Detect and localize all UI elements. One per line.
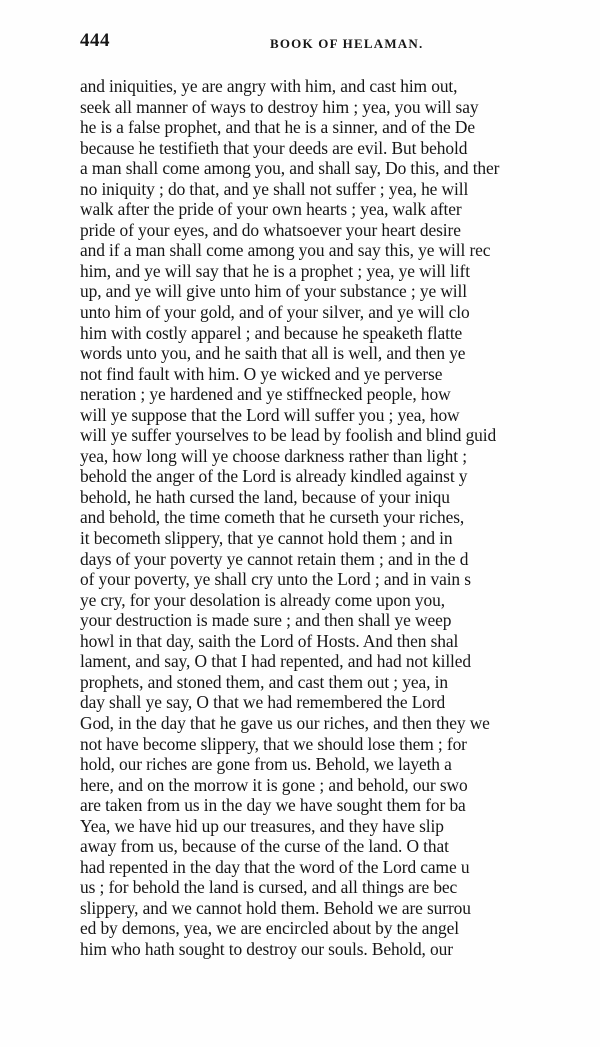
text-line: slippery, and we cannot hold them. Behold we are surrou — [80, 897, 471, 918]
text-line: of your poverty, ye shall cry unto the Lord ; and in vain s — [80, 569, 471, 590]
text-line: not have become slippery, that we should lose them ; for — [80, 733, 467, 754]
text-line: him with costly apparel ; and because he speaketh flatte — [80, 322, 463, 343]
text-line: ed by demons, yea, we are encircled about by the angel — [80, 918, 459, 939]
text-line: unto him of your gold, and of your silver, and ye will clo — [80, 302, 470, 323]
text-line: God, in the day that he gave us our riches, and then they we — [80, 712, 490, 733]
body-text — [80, 76, 600, 960]
text-line: up, and ye will give unto him of your substance ; ye will — [80, 281, 467, 302]
text-line: and iniquities, ye are angry with him, and cast him out, — [80, 76, 458, 96]
text-line: your destruction is made sure ; and then shall ye weep — [80, 610, 452, 631]
text-line: Yea, we have hid up our treasures, and they have slip — [80, 815, 444, 836]
text-line: a man shall come among you, and shall say, Do this, and ther — [80, 158, 500, 179]
text-line: behold the anger of the Lord is already kindled against y — [80, 466, 468, 487]
text-line: ye cry, for your desolation is already come upon you, — [80, 589, 445, 610]
text-line: words unto you, and he saith that all is well, and then ye — [80, 343, 466, 364]
text-line: lament, and say, O that I had repented, and had not killed — [80, 651, 472, 672]
text-line: had repented in the day that the word of the Lord came u — [80, 856, 470, 877]
text-line: here, and on the morrow it is gone ; and behold, our swo — [80, 774, 468, 795]
text-line: hold, our riches are gone from us. Behold, we layeth a — [80, 754, 452, 775]
text-line: will ye suffer yourselves to be lead by foolish and blind guid — [80, 425, 497, 446]
text-line: him who hath sought to destroy our souls. Behold, our — [80, 938, 453, 959]
text-line: us ; for behold the land is cursed, and all things are bec — [80, 877, 458, 898]
text-line: and behold, the time cometh that he curseth your riches, — [80, 507, 465, 528]
text-line: yea, how long will ye choose darkness rather than light ; — [80, 445, 467, 466]
text-line: walk after the pride of your own hearts ; yea, walk after — [80, 199, 462, 220]
text-line: howl in that day, saith the Lord of Hosts. And then shal — [80, 630, 459, 651]
page-header — [80, 30, 600, 60]
text-line: because he testifieth that your deeds are evil. But behold — [80, 137, 468, 158]
text-line: will ye suppose that the Lord will suffer you ; yea, how — [80, 404, 460, 425]
text-line: pride of your eyes, and do whatsoever your heart desire — [80, 219, 461, 240]
text-line: prophets, and stoned them, and cast them out ; yea, in — [80, 671, 448, 692]
page-number: 444 — [80, 30, 110, 51]
text-line: him, and ye will say that he is a prophet ; yea, ye will lift — [80, 260, 470, 281]
text-line: not find fault with him. O ye wicked and ye perverse — [80, 363, 443, 384]
text-line: seek all manner of ways to destroy him ; yea, you will say — [80, 96, 479, 117]
text-line: days of your poverty ye cannot retain them ; and in the d — [80, 548, 469, 569]
text-line: neration ; ye hardened and ye stiffnecked people, how — [80, 384, 451, 405]
text-line: day shall ye say, O that we had remembered the Lord — [80, 692, 446, 713]
text-line: are taken from us in the day we have sought them for ba — [80, 795, 466, 816]
text-line: and if a man shall come among you and say this, ye will rec — [80, 240, 491, 261]
text-line: it becometh slippery, that ye cannot hold them ; and in — [80, 528, 453, 549]
running-title: BOOK OF HELAMAN. — [270, 36, 424, 51]
text-line: behold, he hath cursed the land, because of your iniqu — [80, 486, 450, 507]
text-line: no iniquity ; do that, and ye shall not suffer ; yea, he will — [80, 178, 469, 199]
text-line: he is a false prophet, and that he is a sinner, and of the De — [80, 117, 475, 138]
text-line: away from us, because of the curse of the land. O that — [80, 836, 449, 857]
